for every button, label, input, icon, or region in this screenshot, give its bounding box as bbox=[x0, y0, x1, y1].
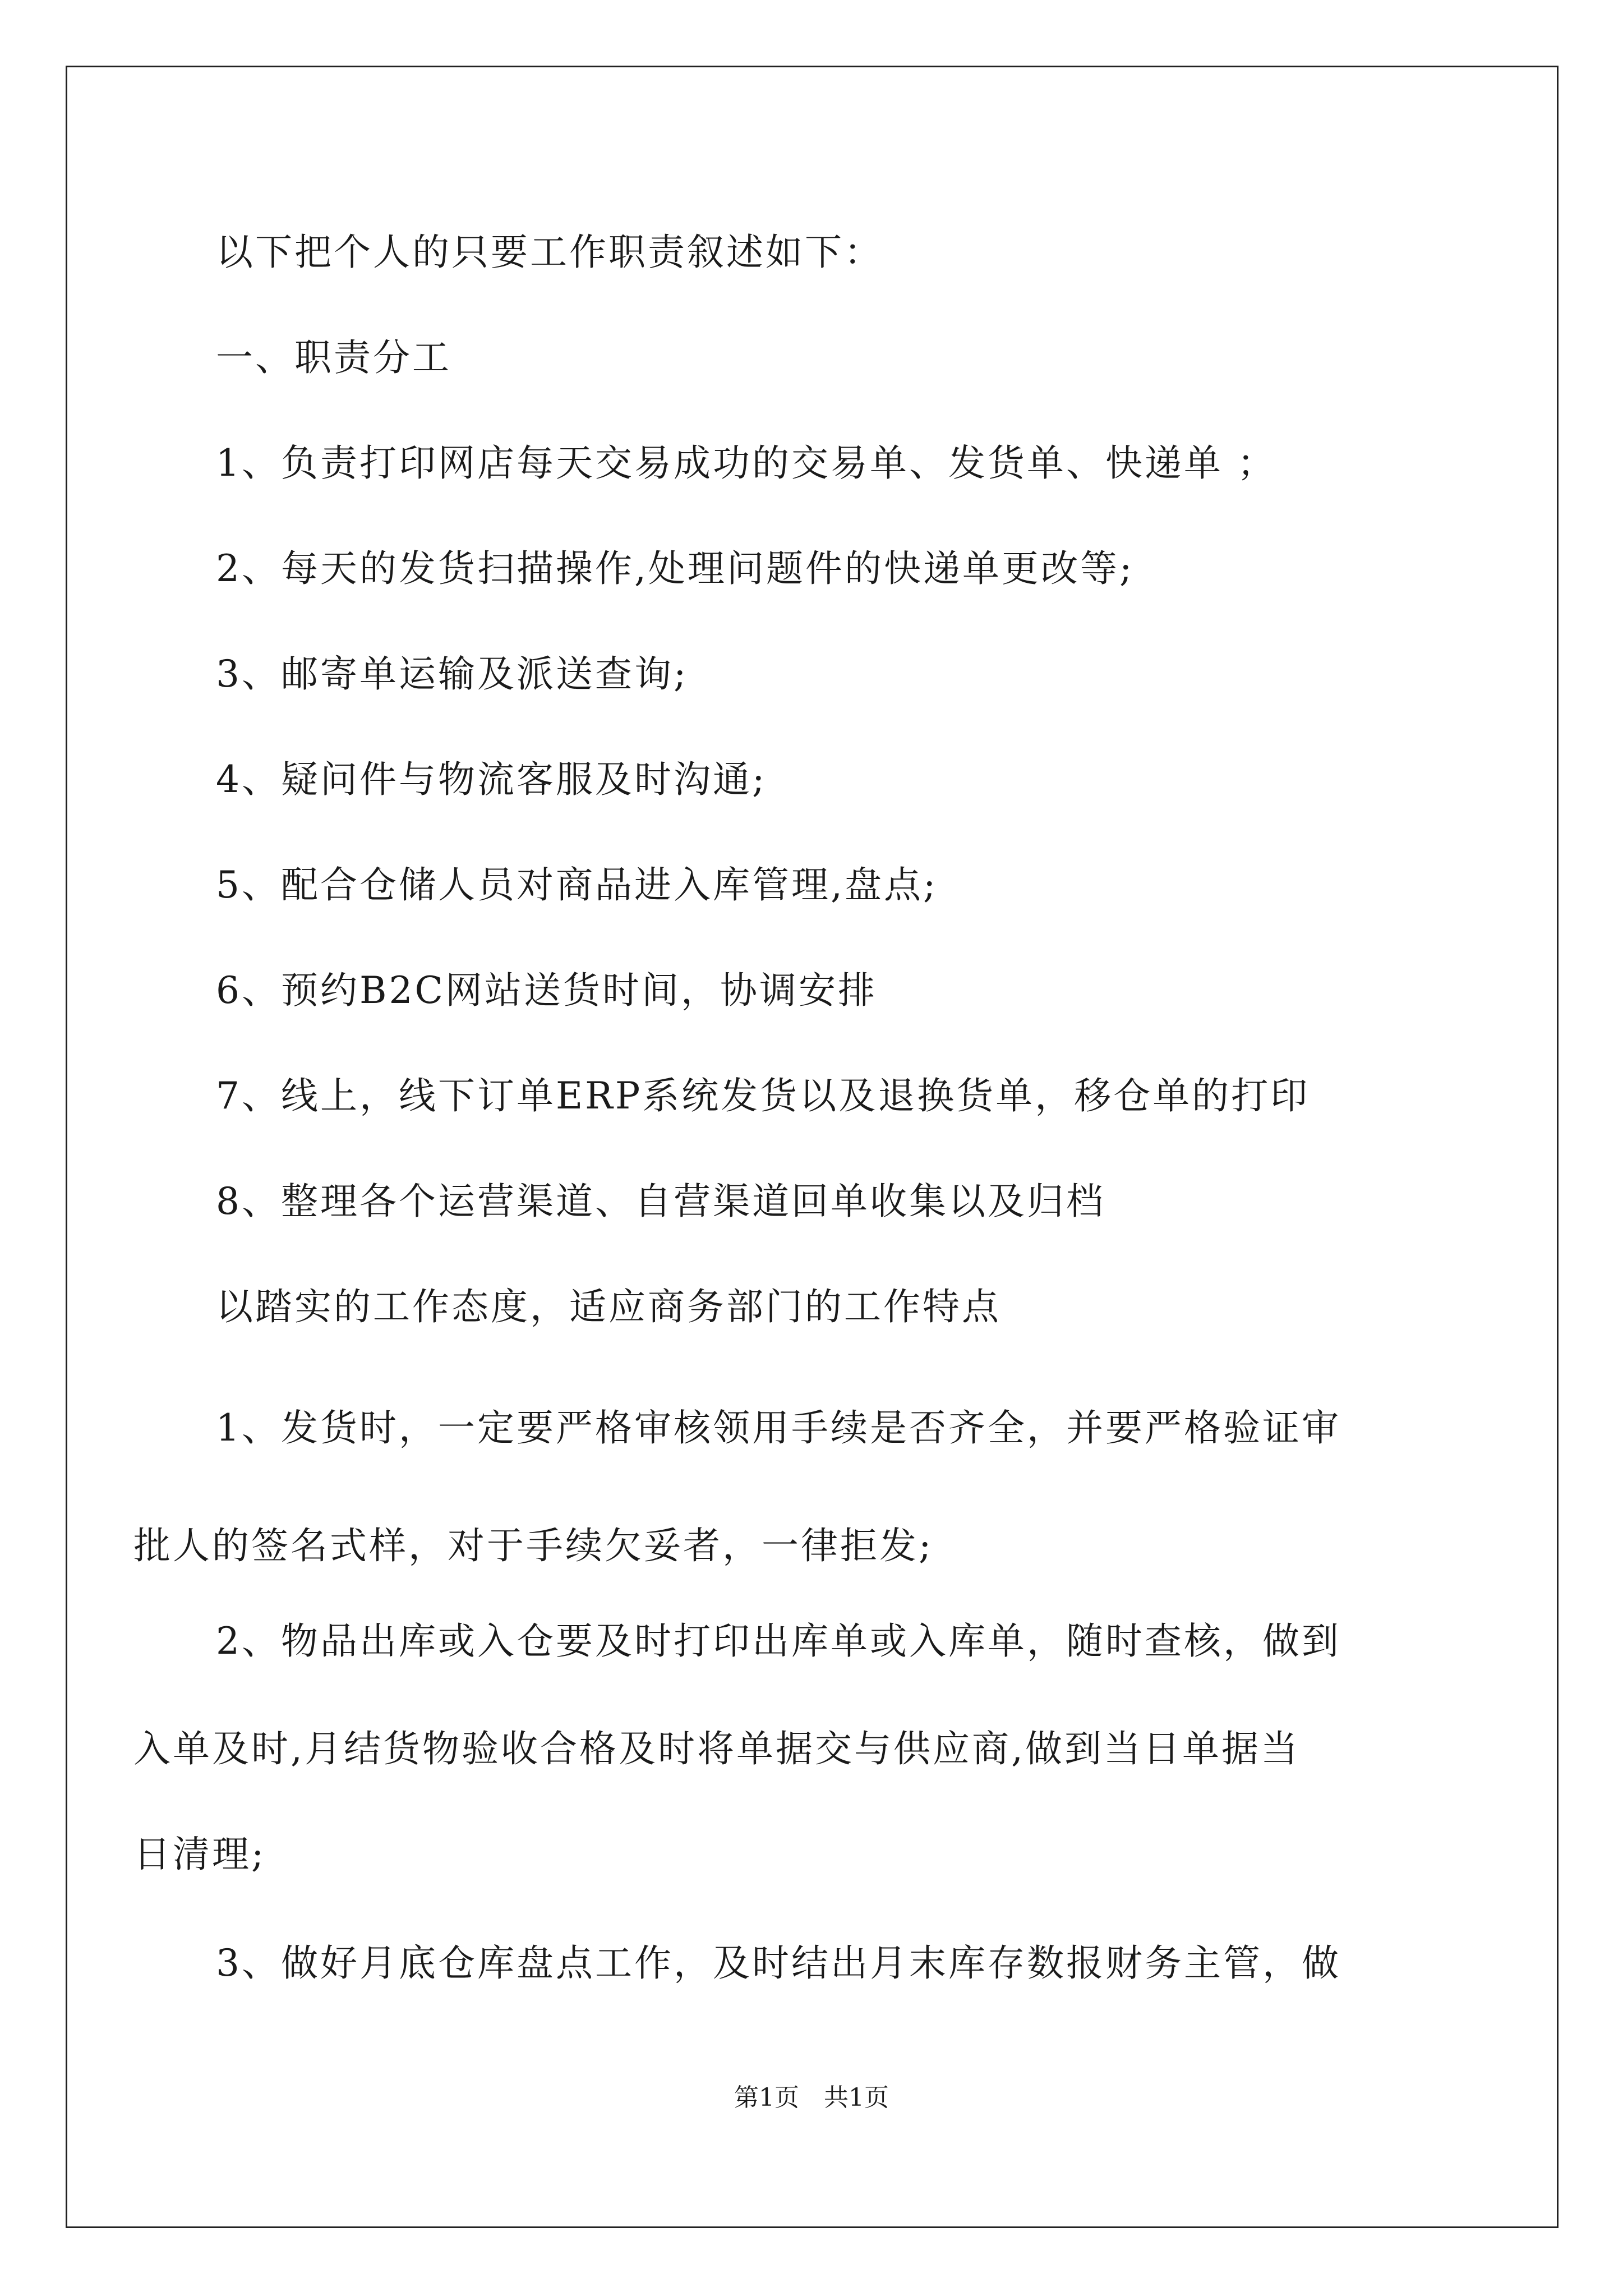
duty-item-5: 5、配合仓储人员对商品进入库管理,盘点; bbox=[216, 863, 938, 907]
attitude-item-1-line-1: 1、发货时，一定要严格审核领用手续是否齐全，并要严格验证审 bbox=[216, 1406, 1341, 1450]
attitude-item-1-line-2: 批人的签名式样，对于手续欠妥者，一律拒发; bbox=[133, 1524, 934, 1567]
duty-item-2: 2、每天的发货扫描操作,处理问题件的快递单更改等; bbox=[216, 547, 1135, 590]
duty-item-6: 6、预约B2C网站送货时间，协调安排 bbox=[216, 969, 877, 1012]
page-total: 共1页 bbox=[824, 2083, 889, 2112]
attitude-item-2-line-1: 2、物品出库或入仓要及时打印出库单或入库单，随时查核，做到 bbox=[216, 1619, 1341, 1663]
page-number: 第1页 bbox=[734, 2083, 799, 2112]
attitude-item-2-line-2: 入单及时,月结货物验收合格及时将单据交与供应商,做到当日单据当 bbox=[133, 1727, 1300, 1770]
duty-item-3: 3、邮寄单运输及派送查询; bbox=[216, 652, 689, 696]
intro-line: 以下把个人的只要工作职责叙述如下： bbox=[216, 231, 883, 274]
attitude-item-3-line-1: 3、做好月底仓库盘点工作，及时结出月末库存数报财务主管，做 bbox=[216, 1941, 1341, 1985]
duty-item-4: 4、疑问件与物流客服及时沟通; bbox=[216, 758, 767, 801]
section-heading: 一、职责分工 bbox=[216, 336, 451, 379]
duty-item-7: 7、线上，线下订单ERP系统发货以及退换货单，移仓单的打印 bbox=[216, 1074, 1310, 1117]
page-footer bbox=[0, 2082, 1623, 2114]
attitude-item-2-line-3: 日清理; bbox=[133, 1833, 266, 1876]
attitude-heading: 以踏实的工作态度，适应商务部门的工作特点 bbox=[216, 1285, 1001, 1328]
duty-item-1: 1、负责打印网店每天交易成功的交易单、发货单、快递单 ； bbox=[216, 441, 1276, 485]
duty-item-8: 8、整理各个运营渠道、自营渠道回单收集以及归档 bbox=[216, 1180, 1105, 1223]
